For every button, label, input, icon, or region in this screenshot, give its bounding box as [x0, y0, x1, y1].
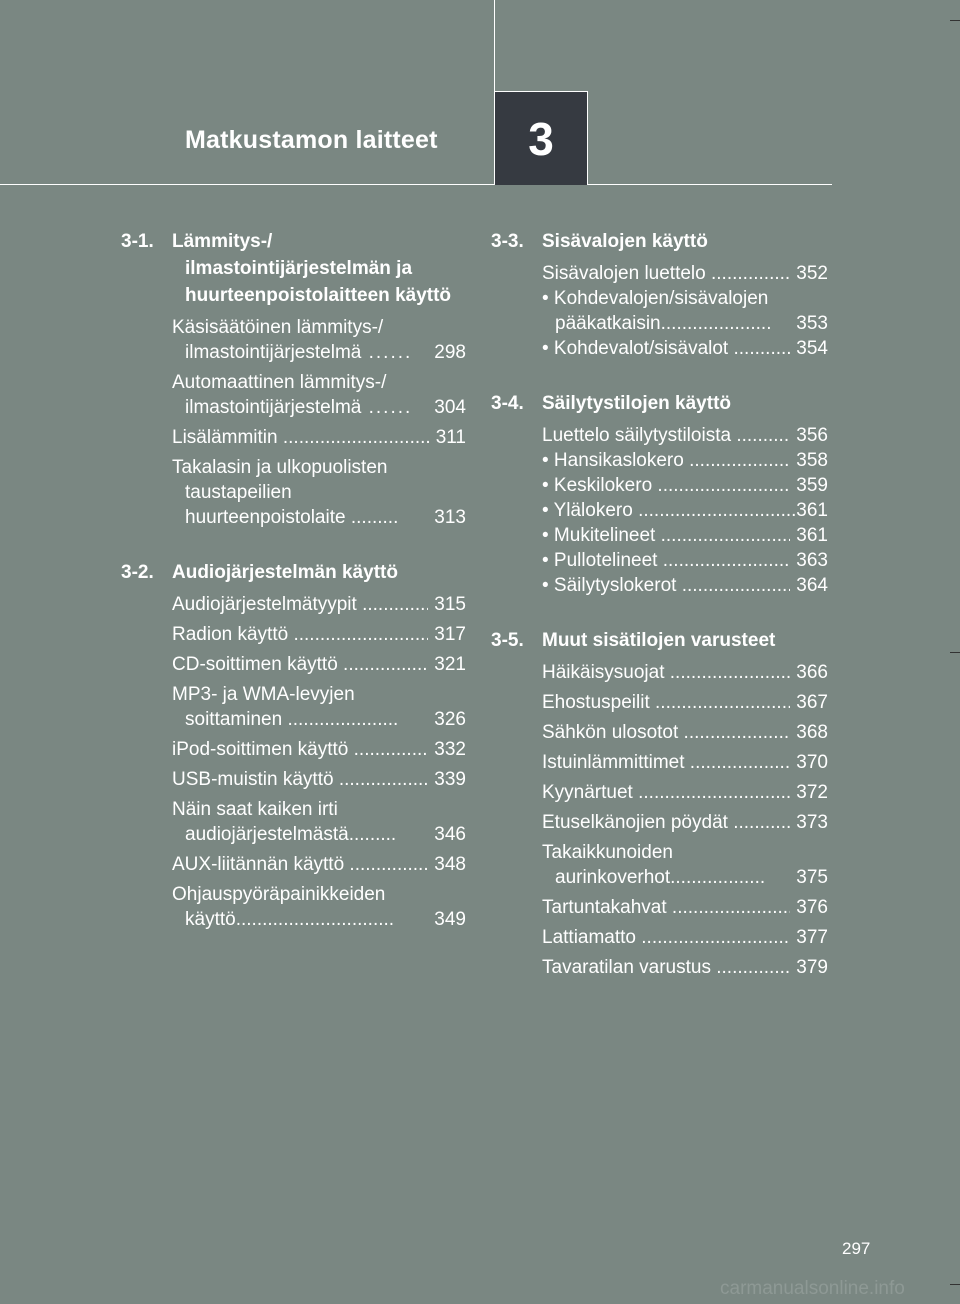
toc-entry[interactable]	[542, 573, 828, 598]
header-rule	[0, 184, 832, 185]
entry-title: • Kohdevalot/sisävalot	[542, 338, 729, 359]
toc-entry[interactable]	[542, 955, 828, 980]
entry-page: 313	[434, 507, 466, 528]
toc-entry[interactable]	[542, 895, 828, 920]
section-title: Säilytystilojen käyttö	[542, 393, 732, 414]
entry-title: • Ylälokero	[542, 500, 633, 521]
toc-entry[interactable]: Automaattinen lämmitys-/ ilmastointijärjestelmä ...... 304	[172, 372, 466, 418]
entry-page: 352	[796, 263, 828, 284]
entry-title: Kyynärtuet	[542, 782, 633, 803]
entry-page: 370	[796, 752, 828, 773]
toc-entry[interactable]	[542, 523, 828, 548]
entry-title: USB-muistin käyttö	[172, 769, 334, 790]
entry-page: 373	[796, 812, 828, 833]
toc-section-3-5	[491, 627, 828, 980]
toc-entry[interactable]: MP3- ja WMA-levyjen soittaminen ..................... 326	[172, 684, 466, 730]
toc-entry[interactable]	[542, 423, 828, 448]
toc-entry[interactable]	[542, 720, 828, 745]
section-title: Sisävalojen käyttö	[542, 231, 708, 252]
entry-title: Näin saat kaiken irti audiojärjestelmästä	[172, 799, 349, 845]
toc-entry[interactable]: Takaikkunoiden aurinkoverhot.................. 375	[542, 842, 828, 888]
section-title: Lämmitys-/ ilmastointijärjestelmän ja huurteenpoistolaitteen käyttö	[172, 231, 452, 306]
entry-page: 317	[434, 624, 466, 645]
entry-page: 298	[434, 342, 466, 363]
entry-page: 349	[434, 909, 466, 930]
entry-title: Audiojärjestelmätyypit	[172, 594, 357, 615]
toc-entry[interactable]	[542, 498, 828, 523]
section-number: 3-5.	[491, 630, 524, 651]
toc-section-3-3	[491, 228, 828, 361]
toc-entry[interactable]	[542, 473, 828, 498]
toc-section-3-2	[121, 559, 466, 932]
toc-entry[interactable]: • Kohdevalojen/sisävalojen pääkatkaisin..................... 353	[542, 288, 828, 334]
entry-page: 321	[434, 654, 466, 675]
entry-page: 332	[434, 739, 466, 760]
watermark: carmanualsonline.info	[720, 1278, 905, 1299]
toc-entry[interactable]: Takalasin ja ulkopuolisten taustapeilien huurteenpoistolaite ......... 313	[172, 457, 466, 528]
entry-title: • Keskilokero	[542, 475, 653, 496]
chapter-title: Matkustamon laitteet	[185, 126, 438, 154]
entry-title: Radion käyttö	[172, 624, 289, 645]
entry-title: Takaikkunoiden aurinkoverhot	[542, 842, 673, 888]
entry-page: 311	[435, 427, 466, 448]
entry-page: 326	[434, 709, 466, 730]
entry-title: Automaattinen lämmitys-/ ilmastointijärjestelmä	[172, 372, 387, 418]
toc-entry[interactable]	[172, 622, 466, 647]
entry-title: Sähkön ulosotot	[542, 722, 679, 743]
entry-page: 353	[796, 313, 828, 334]
entry-page: 346	[434, 824, 466, 845]
entry-page: 372	[796, 782, 828, 803]
toc-entry[interactable]	[172, 852, 466, 877]
entry-page: 375	[796, 867, 828, 888]
chapter-number-tab: 3	[494, 91, 588, 185]
section-number: 3-4.	[491, 393, 524, 414]
toc-entry[interactable]	[172, 737, 466, 762]
entry-page: 359	[796, 475, 828, 496]
entry-page: 366	[796, 662, 828, 683]
entry-title: • Pullotelineet	[542, 550, 658, 571]
toc-entry[interactable]	[542, 810, 828, 835]
entry-page: 379	[796, 957, 828, 978]
entry-title: Tartuntakahvat	[542, 897, 667, 918]
entry-title: Takalasin ja ulkopuolisten taustapeilien huurteenpoistolaite	[172, 457, 388, 528]
toc-entry[interactable]	[542, 261, 828, 286]
entry-title: • Hansikaslokero	[542, 450, 684, 471]
toc-entry[interactable]	[542, 750, 828, 775]
toc-entry[interactable]	[172, 592, 466, 617]
section-number: 3-2.	[121, 562, 154, 583]
entry-page: 361	[796, 500, 828, 521]
toc-entry[interactable]	[172, 425, 466, 450]
entry-page: 363	[796, 550, 828, 571]
toc-left-column	[121, 228, 466, 961]
entry-page: 364	[796, 575, 828, 596]
entry-title: Sisävalojen luettelo	[542, 263, 706, 284]
toc-entry[interactable]	[542, 660, 828, 685]
entry-title: iPod-soittimen käyttö	[172, 739, 349, 760]
entry-page: 315	[434, 594, 466, 615]
toc-section-3-4	[491, 390, 828, 598]
entry-title: Istuinlämmittimet	[542, 752, 685, 773]
toc-entry[interactable]	[542, 925, 828, 950]
crop-mark	[950, 652, 960, 653]
toc-entry[interactable]	[542, 690, 828, 715]
entry-page: 368	[796, 722, 828, 743]
entry-title: MP3- ja WMA-levyjen soittaminen	[172, 684, 355, 730]
entry-page: 348	[434, 854, 466, 875]
section-title: Audiojärjestelmän käyttö	[172, 562, 398, 583]
section-number: 3-1.	[121, 231, 154, 252]
entry-page: 367	[796, 692, 828, 713]
entry-title: Lattiamatto	[542, 927, 636, 948]
toc-entry[interactable]	[172, 652, 466, 677]
crop-mark	[950, 1284, 960, 1285]
toc-entry[interactable]	[542, 336, 828, 361]
entry-title: Ehostuspeilit	[542, 692, 650, 713]
entry-page: 376	[796, 897, 828, 918]
entry-title: Tavaratilan varustus	[542, 957, 711, 978]
page-number: 297	[842, 1239, 871, 1258]
entry-title: • Mukitelineet	[542, 525, 656, 546]
entry-page: 354	[796, 338, 828, 359]
entry-title: Lisälämmitin	[172, 427, 278, 448]
entry-title: Ohjauspyöräpainikkeiden käyttö	[172, 884, 386, 930]
entry-title: Käsisäätöinen lämmitys-/ ilmastointijärjestelmä	[172, 317, 384, 363]
entry-title: Etuselkänojien pöydät	[542, 812, 728, 833]
header-vertical-rule	[494, 0, 495, 92]
entry-title: • Säilytyslokerot	[542, 575, 677, 596]
section-number: 3-3.	[491, 231, 524, 252]
toc-entry[interactable]: Käsisäätöinen lämmitys-/ ilmastointijärjestelmä ...... 298	[172, 317, 466, 363]
entry-page: 339	[434, 769, 466, 790]
toc-entry[interactable]	[172, 767, 466, 792]
entry-title: CD-soittimen käyttö	[172, 654, 338, 675]
toc-section-3-1	[121, 228, 466, 530]
toc-entry[interactable]	[542, 548, 828, 573]
entry-page: 356	[796, 425, 828, 446]
entry-title: Luettelo säilytystiloista	[542, 425, 732, 446]
toc-right-column	[491, 228, 828, 1009]
entry-title: • Kohdevalojen/sisävalojen pääkatkaisin	[542, 288, 769, 334]
toc-entry[interactable]: Ohjauspyöräpainikkeiden käyttö.............................. 349	[172, 884, 466, 930]
crop-mark	[950, 20, 960, 21]
entry-page: 358	[796, 450, 828, 471]
entry-title: Häikäisysuojat	[542, 662, 665, 683]
entry-title: AUX-liitännän käyttö	[172, 854, 345, 875]
toc-entry[interactable]	[542, 780, 828, 805]
toc-entry[interactable]: Näin saat kaiken irti audiojärjestelmästä......... 346	[172, 799, 466, 845]
entry-page: 377	[796, 927, 828, 948]
section-title: Muut sisätilojen varusteet	[542, 630, 776, 651]
entry-page: 304	[434, 397, 466, 418]
entry-page: 361	[796, 525, 828, 546]
toc-entry[interactable]	[542, 448, 828, 473]
